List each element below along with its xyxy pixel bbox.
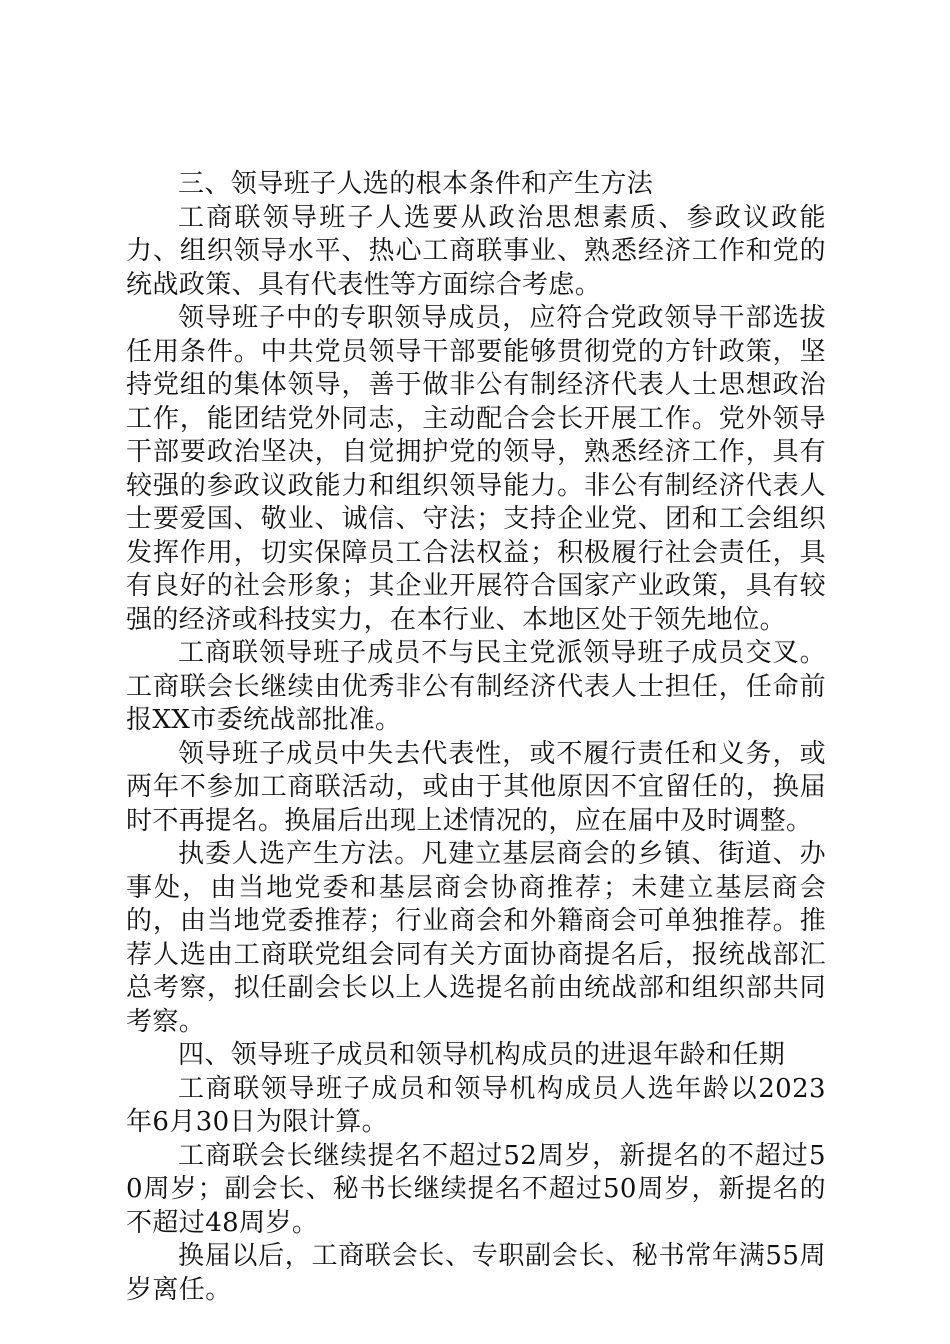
section-heading-4: 四、领导班子成员和领导机构成员的进退年龄和任期 [178,1040,786,1070]
section-heading-3: 三、领导班子人选的根本条件和产生方法 [178,169,654,199]
paragraph-age-basis: 工商联领导班子成员和领导机构成员人选年龄以2023年6月30日为限计算。 [126,1073,826,1137]
paragraph-executive-selection: 执委人选产生方法。凡建立基层商会的乡镇、街道、办事处，由当地党委和基层商会协商推荐；未建立基层商会的，由当地党委推荐；行业商会和外籍商会可单独推荐。推荐人选由工商联党组会同有关方面协商提名后，报统战部汇总考察，拟任副会长以上人选提名前由统战部和组织部共同考察。 [126,839,826,1037]
paragraph-retirement: 换届以后，工商联会长、专职副会长、秘书常年满55周岁离任。 [126,1241,826,1305]
paragraph-not-renominated: 领导班子成员中失去代表性，或不履行责任和义务，或两年不参加工商联活动，或由于其他原因不宜留任的，换届时不再提名。换届后出现上述情况的，应在届中及时调整。 [126,738,826,836]
paragraph-candidate-criteria: 工商联领导班子人选要从政治思想素质、参政议政能力、组织领导水平、热心工商联事业、熟悉经济工作和党的统战政策、具有代表性等方面综合考虑。 [126,202,826,300]
paragraph-no-overlap: 工商联领导班子成员不与民主党派领导班子成员交叉。工商联会长继续由优秀非公有制经济代表人士担任，任命前报XX市委统战部批准。 [126,638,826,735]
document-body [126,168,826,1307]
paragraph-fulltime-members: 领导班子中的专职领导成员，应符合党政领导干部选拔任用条件。中共党员领导干部要能够贯彻党的方针政策，坚持党组的集体领导，善于做非公有制经济代表人士思想政治工作，能团结党外同志，主动配合会长开展工作。党外领导干部要政治坚决，自觉拥护党的领导，熟悉经济工作，具有较强的参政议政能力和组织领导能力。非公有制经济代表人士要爱国、敬业、诚信、守法；支持企业党、团和工会组织发挥作用，切实保障员工合法权益；积极履行社会责任，具有良好的社会形象；其企业开展符合国家产业政策，具有较强的经济或科技实力，在本行业、本地区处于领先地位。 [126,303,826,635]
paragraph-age-limits: 工商联会长继续提名不超过52周岁，新提名的不超过50周岁；副会长、秘书长继续提名不超过50周岁，新提名的不超过48周岁。 [126,1140,826,1238]
